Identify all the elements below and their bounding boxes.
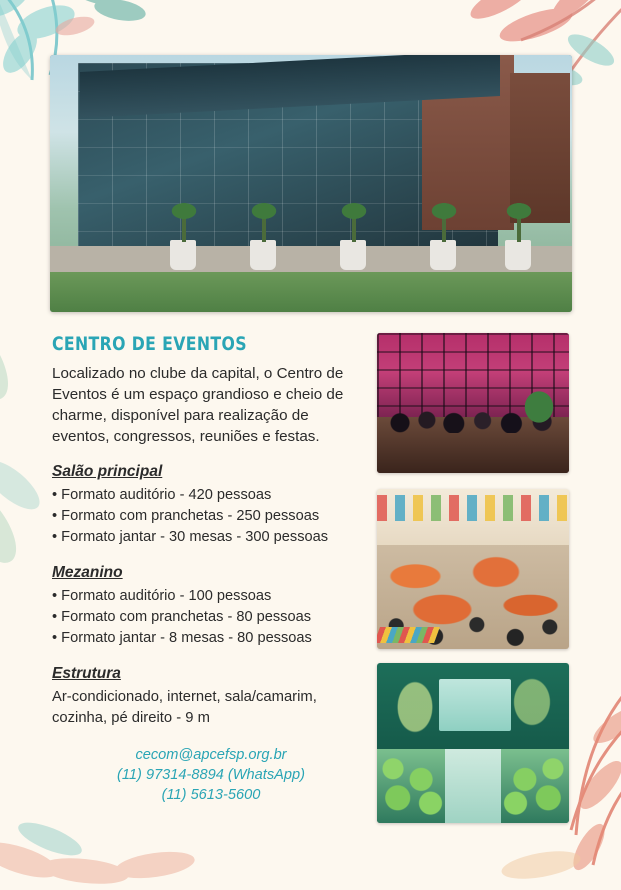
hero-photo-centro-de-eventos xyxy=(50,55,572,312)
contact-email[interactable]: cecom@apcefsp.org.br xyxy=(135,747,287,763)
page-title: CENTRO DE EVENTOS xyxy=(52,333,247,355)
photo-festa-junina xyxy=(377,489,569,649)
contact-whatsapp[interactable]: (11) 97314-8894 (WhatsApp) xyxy=(117,767,305,783)
contact-phone[interactable]: (11) 5613-5600 xyxy=(161,787,261,803)
list-item: • Formato jantar - 8 mesas - 80 pessoas xyxy=(52,628,372,649)
contact-block xyxy=(52,745,370,805)
list-item: • Formato com pranchetas - 80 pessoas xyxy=(52,607,372,628)
list-item: • Formato auditório - 420 pessoas xyxy=(52,485,372,506)
intro-paragraph: Localizado no clube da capital, o Centro de Eventos é um espaço grandioso e cheio de charme, disponível para realização de eventos, congressos, reuniões e festas. xyxy=(52,365,344,445)
text-column xyxy=(52,333,372,805)
estrutura-paragraph: Ar-condicionado, internet, sala/camarim, cozinha, pé direito - 9 m xyxy=(52,689,317,726)
group-title-salao-principal: Salão principal xyxy=(52,463,163,480)
group-title-mezanino: Mezanino xyxy=(52,564,123,581)
photo-evento-noturno xyxy=(377,333,569,473)
capacity-list-salao-principal xyxy=(52,485,372,548)
list-item: • Formato jantar - 30 mesas - 300 pessoas xyxy=(52,527,372,548)
list-item: • Formato com pranchetas - 250 pessoas xyxy=(52,506,372,527)
photo-salao-verde xyxy=(377,663,569,823)
capacity-list-mezanino xyxy=(52,586,372,649)
group-title-estrutura: Estrutura xyxy=(52,665,121,682)
list-item: • Formato auditório - 100 pessoas xyxy=(52,586,372,607)
